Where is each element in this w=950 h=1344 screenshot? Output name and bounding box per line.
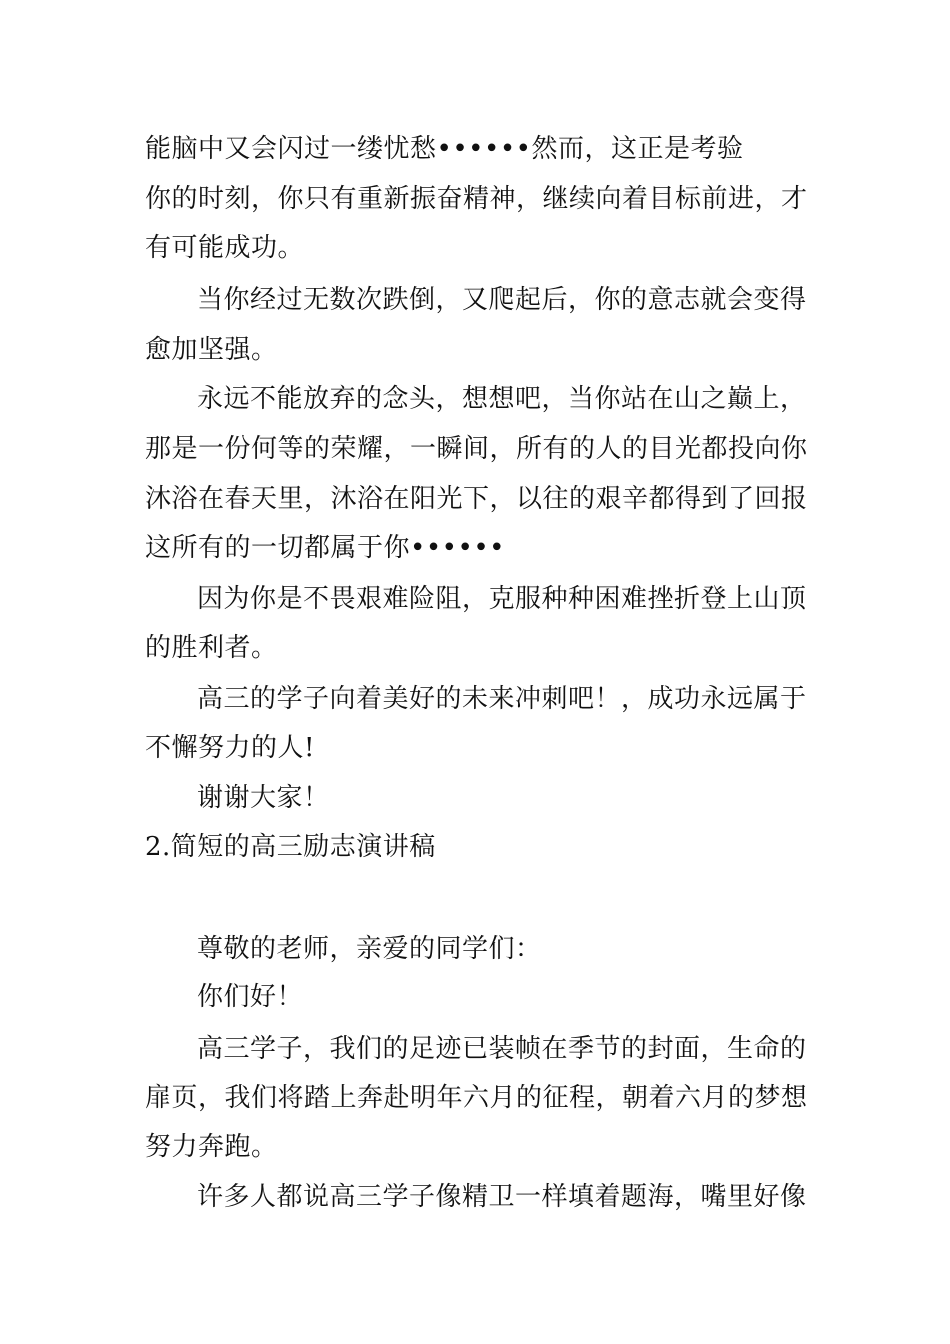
paragraph-line: 永远不能放弃的念头，想想吧，当你站在山之巅上， xyxy=(197,384,807,414)
paragraph-line: 高三的学子向着美好的未来冲刺吧！，成功永远属于 xyxy=(197,684,807,714)
paragraph-line: 扉页，我们将踏上奔赴明年六月的征程，朝着六月的梦想 xyxy=(145,1083,808,1113)
paragraph-line: 当你经过无数次跌倒，又爬起后，你的意志就会变得 xyxy=(197,285,807,315)
salutation-line: 尊敬的老师，亲爱的同学们： xyxy=(197,934,542,964)
paragraph-line: 高三学子，我们的足迹已装帧在季节的封面，生命的 xyxy=(197,1034,807,1064)
paragraph-line: 沐浴在春天里，沐浴在阳光下，以往的艰辛都得到了回报 xyxy=(145,484,808,514)
paragraph-line: 那是一份何等的荣耀，一瞬间，所有的人的目光都投向你 xyxy=(145,434,808,464)
closing-line: 谢谢大家！ xyxy=(197,783,330,813)
paragraph-line: 的胜利者。 xyxy=(145,633,278,663)
paragraph-line: 愈加坚强。 xyxy=(145,335,278,365)
greeting-line: 你们好！ xyxy=(197,982,304,1012)
paragraph-line: 许多人都说高三学子像精卫一样填着题海，嘴里好像 xyxy=(197,1182,807,1212)
section-heading: 2.简短的高三励志演讲稿 xyxy=(145,832,436,862)
paragraph-line: 这所有的一切都属于你•••••• xyxy=(145,533,506,563)
paragraph-line: 能脑中又会闪过一缕忧愁••••••然而，这正是考验 xyxy=(145,134,744,164)
paragraph-line: 因为你是不畏艰难险阻，克服种种困难挫折登上山顶 xyxy=(197,584,807,614)
paragraph-line: 努力奔跑。 xyxy=(145,1132,278,1162)
paragraph-line: 有可能成功。 xyxy=(145,233,305,263)
paragraph-line: 你的时刻，你只有重新振奋精神，继续向着目标前进，才 xyxy=(145,184,808,214)
paragraph-line: 不懈努力的人! xyxy=(145,733,315,763)
